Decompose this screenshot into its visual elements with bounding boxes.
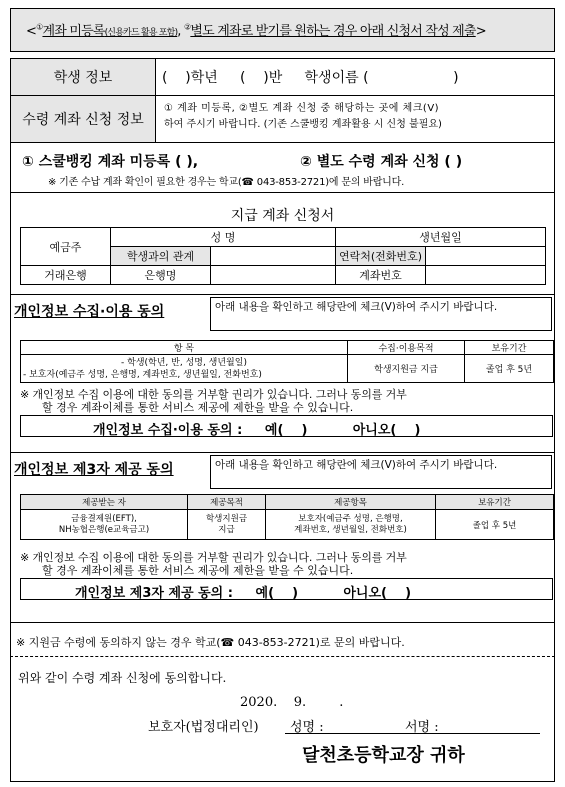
- third-period: 졸업 후 5년: [436, 510, 554, 540]
- third-purpose: [188, 510, 266, 540]
- collect-item-guardian: - 보호자(예금주 성명, 은행명, 계좌번호, 생년월일, 전화번호): [23, 369, 262, 380]
- student-info-label-text: 학생 정보: [53, 70, 113, 86]
- name-label: 성 명: [111, 228, 336, 247]
- collect-header-purpose: 수집·이용목적: [348, 341, 465, 355]
- bank-label: 거래은행: [21, 266, 111, 285]
- header-submit: 아래 신청서 작성 제출: [356, 24, 476, 39]
- header-text: [26, 20, 486, 39]
- collect-header-item: 항 목: [21, 341, 348, 355]
- account-request-label-text: 수령 계좌 신청 정보: [22, 112, 144, 128]
- third-recipient-nh: NH농협은행(e교육금고): [58, 524, 150, 535]
- payment-form-table: [20, 227, 546, 285]
- relation-field[interactable]: [211, 247, 336, 266]
- payment-form-title: 지급 계좌 신청서: [230, 208, 335, 224]
- header-separate-account: 별도 계좌로 받기를 원하는 경우: [190, 24, 357, 39]
- dashed-divider: [10, 656, 555, 657]
- signature-underline: [285, 733, 540, 734]
- third-header-recipient: 제공받는 자: [21, 495, 188, 510]
- collect-items: [21, 355, 348, 383]
- third-recipient-eft: 금융결제원(EFT),: [71, 513, 137, 524]
- bank-name-field[interactable]: [211, 266, 336, 285]
- agree-statement: 위와 같이 수령 계좌 신청에 동의합니다.: [18, 671, 227, 685]
- third-items-line1: 보호자(예금주 성명, 은행명,: [298, 513, 403, 524]
- header-circle-1: ①: [36, 22, 43, 32]
- third-header-items: 제공항목: [266, 495, 436, 510]
- collect-notice-1: ※ 개인정보 수집 이용에 대한 동의를 거부할 권리가 있습니다. 그러나 동의를 거부: [20, 388, 407, 401]
- collect-notice-2: 할 경우 계좌이체를 통한 서비스 제공에 제한을 받을 수 있습니다.: [42, 401, 354, 414]
- divider: [10, 622, 555, 623]
- collect-purpose: 학생지원금 지급: [348, 355, 465, 383]
- footer-note: ※ 지원금 수령에 동의하지 않는 경우 학교(☎ 043-853-2721)로 문의 바랍니다.: [16, 636, 405, 649]
- third-notice-2: 할 경우 계좌이체를 통한 서비스 제공에 제한을 받을 수 있습니다.: [42, 564, 354, 577]
- guardian-sign-field[interactable]: 서명 :: [405, 720, 439, 735]
- header-comma: ,: [177, 24, 184, 39]
- options-note: ※ 기존 수납 계좌 확인이 필요한 경우는 학교(☎ 043-853-2721)에 문의 바랍니다.: [48, 177, 405, 188]
- divider: [10, 294, 555, 295]
- account-no-label: 계좌번호: [336, 266, 426, 285]
- account-request-label: [10, 95, 156, 143]
- collect-agree-box[interactable]: 개인정보 수집·이용 동의 : 예( ) 아니오( ): [20, 415, 553, 437]
- guardian-name-field[interactable]: 성명 :: [290, 720, 324, 735]
- account-no-field[interactable]: [426, 266, 546, 285]
- consent-collect-table: [20, 340, 554, 383]
- contact-label: 연락처(전화번호): [336, 247, 426, 266]
- account-request-line1: ① 계좌 미등록, ②별도 계좌 신청 중 해당하는 곳에 체크(V): [164, 103, 440, 114]
- divider: [10, 192, 555, 193]
- header-bracket-open: <: [26, 24, 37, 39]
- collect-item-student: - 학생(학년, 반, 성명, 생년월일): [121, 357, 247, 368]
- third-notice-1: ※ 개인정보 수집 이용에 대한 동의를 거부할 권리가 있습니다. 그러나 동의를 거부: [20, 551, 407, 564]
- third-recipient: [21, 510, 188, 540]
- account-request-text: [155, 95, 555, 143]
- collect-header-period: 보유기간: [465, 341, 554, 355]
- option-separate-account[interactable]: ② 별도 수령 계좌 신청 ( ): [300, 154, 463, 170]
- header-credit-card: (신용카드 활용 포함): [104, 28, 178, 38]
- header-unregistered: 계좌 미등록: [42, 24, 105, 39]
- consent-collect-title: 개인정보 수집·이용 동의: [14, 304, 165, 320]
- birth-label: 생년월일: [336, 228, 546, 247]
- consent-collect-instruction: 아래 내용을 확인하고 해당란에 체크(V)하여 주시기 바랍니다.: [210, 297, 552, 331]
- guardian-label: 보호자(법정대리인): [148, 720, 259, 735]
- student-info-value: ( )학년 ( )반 학생이름 ( ): [162, 70, 459, 86]
- consent-third-table: [20, 494, 554, 540]
- student-info-label: [10, 58, 156, 96]
- relation-label: 학생과의 관계: [111, 247, 211, 266]
- collect-period: 졸업 후 5년: [465, 355, 554, 383]
- account-request-line2: 하여 주시기 바랍니다. (기존 스쿨뱅킹 계좌활용 시 신청 불필요): [164, 119, 442, 130]
- third-items: [266, 510, 436, 540]
- consent-third-title: 개인정보 제3자 제공 동의: [14, 462, 174, 478]
- depositor-label: 예금주: [21, 228, 111, 266]
- third-items-line2: 계좌번호, 생년월일, 전화번호): [294, 524, 407, 535]
- divider: [10, 452, 555, 453]
- date-field[interactable]: 2020. 9. .: [240, 695, 344, 710]
- option-unregistered[interactable]: ① 스쿨뱅킹 계좌 미등록 ( ),: [22, 154, 199, 170]
- contact-field[interactable]: [426, 247, 546, 266]
- student-info-field[interactable]: [155, 58, 555, 96]
- consent-third-instruction: 아래 내용을 확인하고 해당란에 체크(V)하여 주시기 바랍니다.: [210, 455, 552, 489]
- bank-name-label: 은행명: [111, 266, 211, 285]
- third-purpose-line2: 지급: [218, 524, 235, 535]
- third-header-period: 보유기간: [436, 495, 554, 510]
- third-purpose-line1: 학생지원금: [205, 513, 248, 524]
- third-agree-box[interactable]: 개인정보 제3자 제공 동의 : 예( ) 아니오( ): [20, 578, 553, 600]
- header-bracket-close: >: [475, 24, 486, 39]
- third-header-purpose: 제공목적: [188, 495, 266, 510]
- recipient-line: 달천초등학교장 귀하: [302, 745, 465, 766]
- header-circle-2: ②: [183, 22, 191, 32]
